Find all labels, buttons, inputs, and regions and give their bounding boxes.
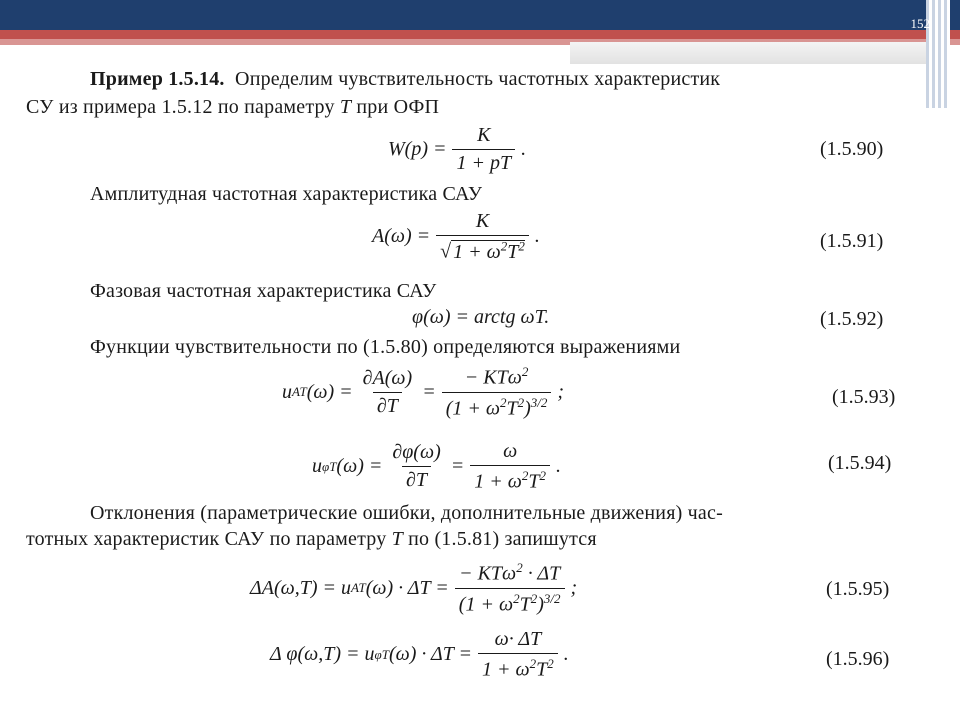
equation-1-5-93 [282,364,564,420]
deviations-param-T: T [391,528,403,550]
equation-number: (1.5.94) [828,452,892,474]
equation-1-5-95 [250,560,577,616]
eq-u: u [312,455,322,478]
equation-1-5-94 [312,440,561,494]
denominator: $(1 + \omega^2T^2)^{3/2}$ [455,588,565,617]
equation-number: (1.5.91) [820,230,884,252]
eq-tail: ; [570,576,578,599]
equation-1-5-91 [372,210,540,264]
intro-param-T: T [339,96,352,118]
eq-lhs: (ω) = [336,455,383,478]
numerator: ∂φ(ω) [392,441,441,464]
phase-heading: Фазовая частотная характеристика САУ [90,280,437,302]
denominator: $1 + \omega^2T^2$ [478,653,558,682]
denominator: $(1 + \omega^2T^2)^{3/2}$ [442,392,552,421]
eq-tail: . [534,225,540,248]
fraction [478,628,558,682]
numerator: − KTω$^2$ [464,364,529,389]
header-bar [0,0,960,30]
fraction [452,124,515,175]
eq-lhs: W(p) = [388,138,447,160]
intro-text-2b: при ОФП [351,96,440,118]
fraction-derivative [359,367,417,418]
deviations-line-2 [26,528,597,551]
eq-tail: ; [557,380,565,403]
denominator: 1 + pT [452,149,515,175]
intro-line-2 [26,96,439,119]
header-corner [950,0,960,30]
eq-u: u [282,380,292,403]
example-label: Пример 1.5.14. [90,68,225,90]
fraction-result [442,364,552,420]
equation-1-5-96 [270,628,569,682]
page-number: 152 [910,16,930,31]
eq-lhs-b: (ω) · ΔT = [388,643,473,666]
eq-tail: . [521,138,527,160]
sensitivity-heading: Функции чувствительности по (1.5.80) определяются выражениями [90,336,681,358]
numerator: − KTω$^2$ · ΔT [459,560,561,585]
equation-1-5-90 [388,124,526,175]
equation-1-5-92 [412,306,549,329]
intro-text-2a: СУ из примера 1.5.12 по параметру [26,96,340,118]
deviations-text-2a: тотных характеристик САУ по параметру [26,528,392,550]
eq-sub: φT [374,646,389,662]
header-divider [0,45,570,47]
numerator: K [477,124,491,146]
equation-number: (1.5.93) [832,386,896,408]
equation-number: (1.5.90) [820,138,884,160]
equation-number: (1.5.92) [820,308,884,330]
denominator: ∂T [402,466,431,492]
numerator: K [475,210,490,232]
fraction-derivative [388,441,444,492]
denominator: $1 + \omega^2T^2$ [470,465,550,494]
numerator: ∂A(ω) [362,366,413,389]
eq-sub: AT [351,580,366,596]
eq-sub: AT [292,384,307,400]
numerator: ω· ΔT [494,628,542,650]
eq-tail: . [563,643,569,666]
denominator: ∂T [373,392,402,418]
intro-line-1 [90,68,720,91]
amplitude-heading: Амплитудная частотная характеристика САУ [90,183,483,205]
eq-lhs: ΔA(ω,T) = u [250,576,352,599]
eq-tail: . [556,455,561,478]
deviations-text-2b: по (1.5.81) запишутся [402,528,597,550]
denominator: √ $1 + \omega^2T^2$ [436,235,529,264]
equation-number: (1.5.95) [826,578,890,600]
equation-number: (1.5.96) [826,648,890,670]
fraction [436,210,529,264]
eq-sub: φT [322,458,337,474]
numerator: ω [503,440,518,462]
deviations-line-1: Отклонения (параметрические ошибки, дополнительные движения) час- [90,502,723,524]
eq-lhs-b: (ω) · ΔT = [365,576,449,599]
intro-text: Определим чувствительность частотных характеристик [235,68,721,90]
eq-lhs: Δ φ(ω,T) = u [270,643,375,666]
eq-lhs: A(ω) = [372,225,431,248]
equals: = [422,380,436,403]
fraction [455,560,565,616]
equals: = [450,455,465,478]
eq-expression: φ(ω) = arctg ωT. [412,306,550,328]
eq-lhs: (ω) = [306,380,353,403]
header-fade-panel [570,42,940,64]
fraction-result [470,440,550,494]
header-accent-stripe [0,30,960,39]
